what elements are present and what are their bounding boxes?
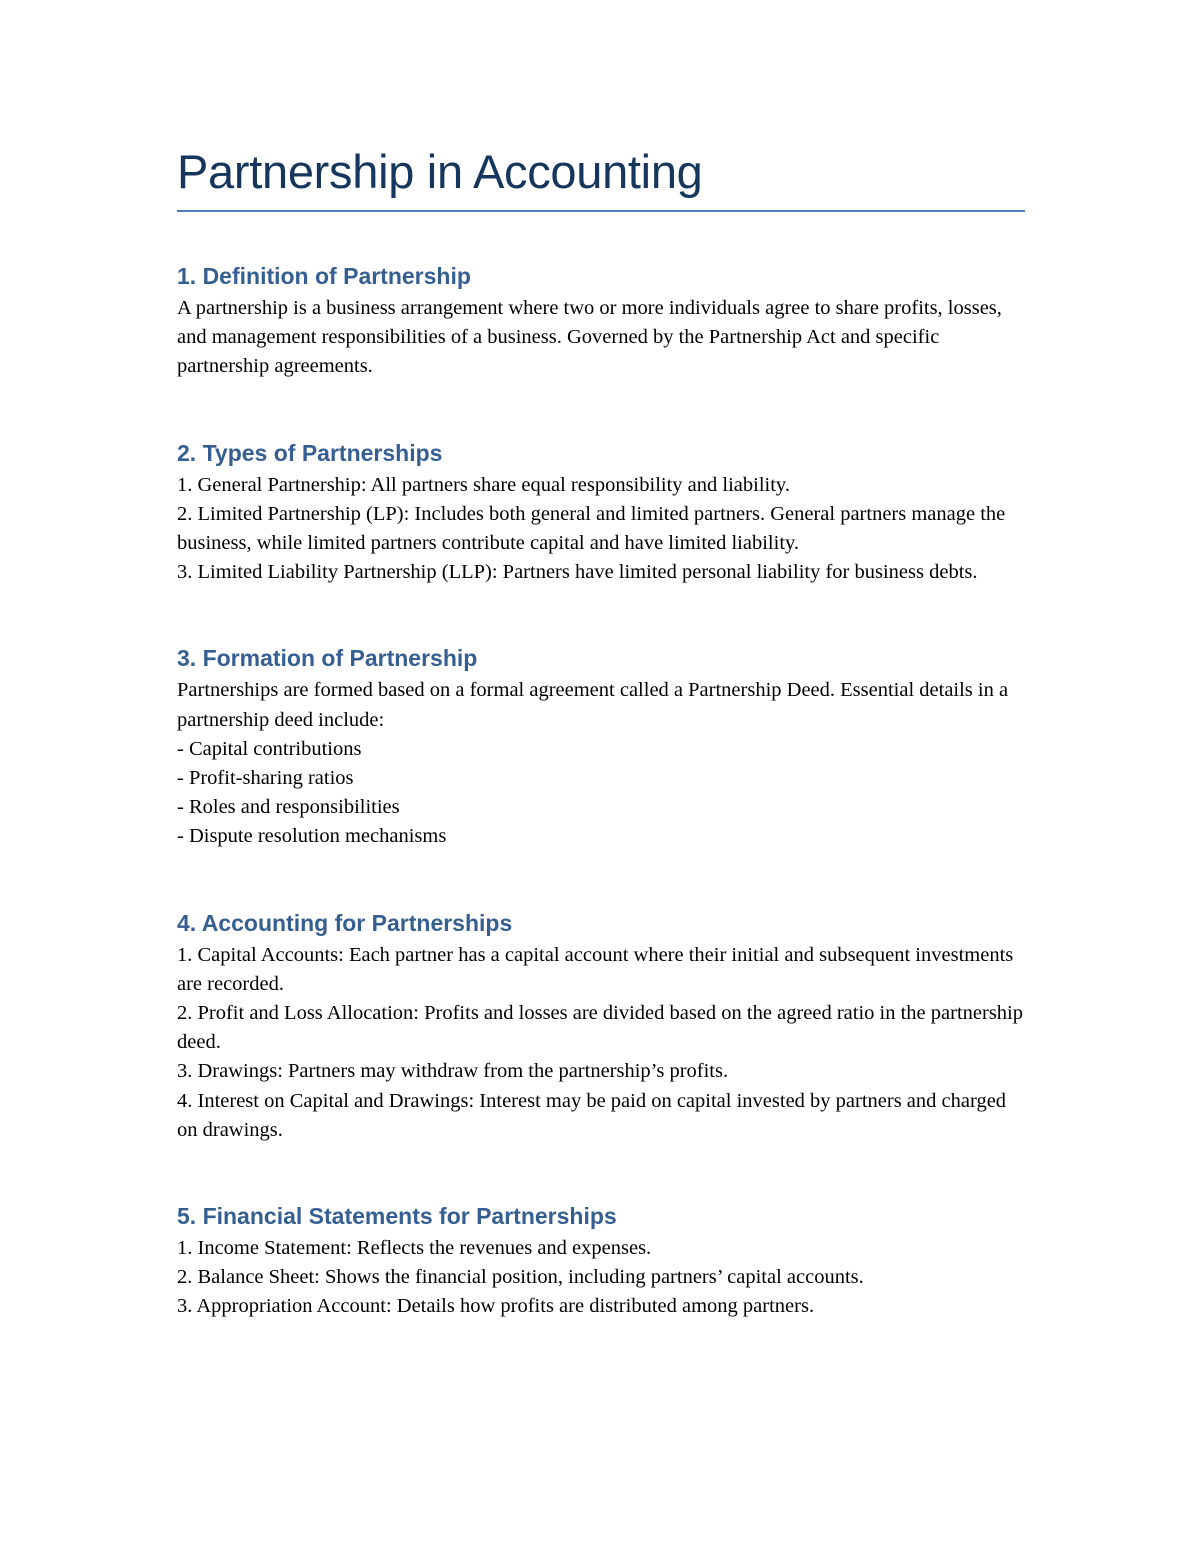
list-item: - Profit-sharing ratios <box>177 767 354 790</box>
section-formation <box>177 643 1025 851</box>
document-page <box>177 140 1025 1322</box>
list-item: 1. Capital Accounts: Each partner has a capital account where their initial and subsequent investments are recorded. <box>177 943 1014 995</box>
list-item: - Roles and responsibilities <box>177 796 400 819</box>
paragraph: A partnership is a business arrangement where two or more individuals agree to share profits, losses, and management responsibilities of a business. Governed by the Partnership Act and specific partnership agreements. <box>177 297 1002 378</box>
list-item: 4. Interest on Capital and Drawings: Interest may be paid on capital invested by partners and charged on drawings. <box>177 1089 1007 1141</box>
section-definition <box>177 261 1025 382</box>
section-heading: 4. Accounting for Partnerships <box>177 909 513 936</box>
list-item: 1. General Partnership: All partners share equal responsibility and liability. <box>177 473 790 496</box>
list-item: 1. Income Statement: Reflects the revenues and expenses. <box>177 1237 652 1260</box>
list-item: - Dispute resolution mechanisms <box>177 825 447 848</box>
section-financial-statements <box>177 1201 1025 1322</box>
section-heading: 1. Definition of Partnership <box>177 263 471 289</box>
list-item: 3. Appropriation Account: Details how profits are distributed among partners. <box>177 1295 815 1318</box>
document-title: Partnership in Accounting <box>177 140 1025 212</box>
list-item: 2. Balance Sheet: Shows the financial position, including partners’ capital accounts. <box>177 1266 864 1289</box>
section-heading: 2. Types of Partnerships <box>177 439 443 466</box>
list-item: 2. Limited Partnership (LP): Includes both general and limited partners. General partners manage the business, while limited partners contribute capital and have limited liability. <box>177 502 1006 555</box>
section-accounting <box>177 908 1025 1145</box>
list-item: 3. Limited Liability Partnership (LLP): Partners have limited personal liability for business debts. <box>177 561 978 584</box>
list-item: - Capital contributions <box>177 737 362 760</box>
section-heading: 5. Financial Statements for Partnerships <box>177 1203 617 1230</box>
list-item: 2. Profit and Loss Allocation: Profits and losses are divided based on the agreed ratio in the partnership deed. <box>177 1002 1024 1054</box>
list-item: 3. Drawings: Partners may withdraw from the partnership’s profits. <box>177 1060 729 1083</box>
section-heading: 3. Formation of Partnership <box>177 645 478 672</box>
paragraph: Partnerships are formed based on a formal agreement called a Partnership Deed. Essential details in a partnership deed include: <box>177 679 1009 731</box>
section-types <box>177 438 1025 588</box>
